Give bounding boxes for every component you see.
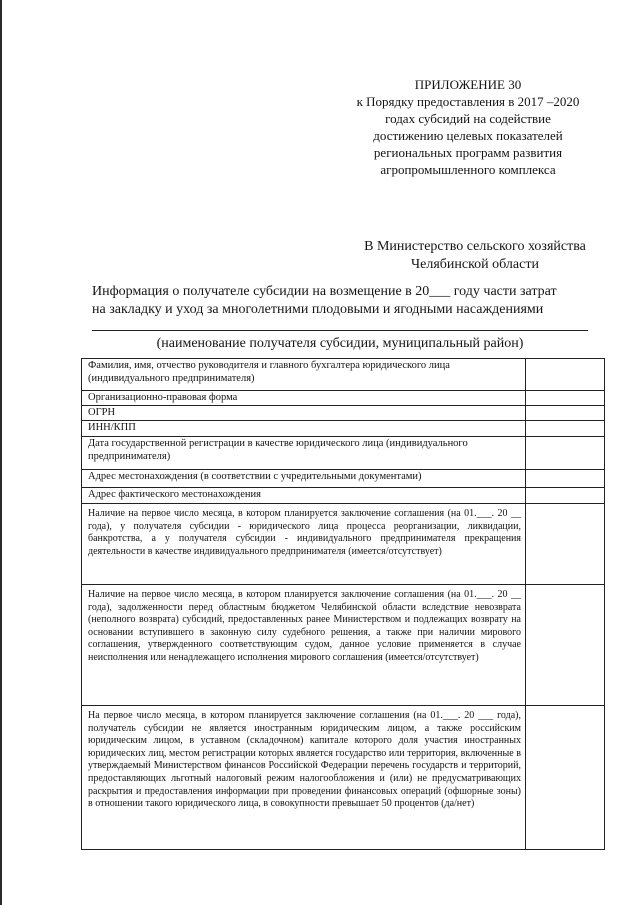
appendix-line: к Порядку предоставления в 2017 –2020 [356, 94, 580, 109]
row-label: Адрес местонахождения (в соответствии с учредительными документами) [82, 470, 526, 487]
appendix-block [318, 76, 618, 178]
row-label: На первое число месяца, в котором планируется заключение соглашения (на 01.___. 20 ___ года), получатель субсидии не является иностранным юридическим лицом, а также российским юридическим лицом, в уставном (складочном) капитале которого доля участия иностранных юридических лиц, местом регистрации которых является государство или территория, включенные в утверждаемый Министерством финансов Российской Федерации перечень государств и территорий, предоставляющих льготный налоговый режим налогообложения и (или) не предусматривающих раскрытия и предоставления информации при проведении финансовых операций (офшорные зоны) в отношении такого юридического лица, в совокупности превышает 50 процентов (да/нет) [82, 706, 526, 849]
table-row [82, 406, 604, 421]
addressee-line: В Министерство сельского хозяйства [364, 239, 586, 254]
heading-line: Информация о получателе субсидии на возмещение в 20___ году части затрат [92, 284, 557, 299]
row-label: Адрес фактического местонахождения [82, 488, 526, 503]
info-table [81, 358, 605, 850]
appendix-line: региональных программ развития [373, 145, 563, 160]
document-heading [92, 283, 604, 319]
table-row [82, 470, 604, 488]
row-value [526, 504, 604, 584]
appendix-line: достижению целевых показателей [373, 128, 563, 143]
table-row [82, 706, 604, 849]
row-label: Фамилия, имя, отчество руководителя и главного бухгалтера юридического лица (индивидуального предпринимателя) [82, 359, 526, 390]
heading-line: на закладку и уход за многолетними плодовыми и ягодными насаждениями [92, 302, 544, 317]
table-row [82, 585, 604, 706]
page-edge-line [0, 0, 2, 905]
row-value [526, 437, 604, 469]
table-row [82, 391, 604, 406]
table-row [82, 421, 604, 437]
row-value [526, 585, 604, 705]
row-label: Организационно-правовая форма [82, 391, 526, 405]
row-value [526, 706, 604, 849]
addressee-line: Челябинской области [411, 257, 539, 272]
appendix-line: агропромышленного комплекса [380, 162, 556, 177]
appendix-line: годах субсидий на содействие [385, 111, 551, 126]
row-value [526, 391, 604, 405]
recipient-caption: (наименование получателя субсидии, муниципальный район) [156, 336, 524, 351]
row-value [526, 359, 604, 390]
recipient-name-line [92, 330, 588, 331]
table-row [82, 504, 604, 585]
row-label: Наличие на первое число месяца, в котором планируется заключение соглашения (на 01.___. 20 __ года), у получателя субсидии - юридического лица процесса реорганизации, ликвидации, банкротства, а у получателя субсидии - индивидуального предпринимателя прекращения деятельности в качестве индивидуального предпринимателя (имеется/отсутствует) [82, 504, 526, 584]
addressee-block [330, 238, 620, 274]
row-value [526, 470, 604, 487]
table-row [82, 359, 604, 391]
row-label: ОГРН [82, 406, 526, 420]
row-value [526, 406, 604, 420]
table-row [82, 437, 604, 470]
row-value [526, 488, 604, 503]
table-row [82, 488, 604, 504]
row-label: ИНН/КПП [82, 421, 526, 436]
row-value [526, 421, 604, 436]
row-label: Наличие на первое число месяца, в котором планируется заключение соглашения (на 01.___. 20 __ года), задолженности перед областным бюджетом Челябинской области вследствие невозврата (неполного возврата) субсидий, предоставленных ранее Министерством и подлежащих возврату на основании вступившего в законную силу судебного решения, а также при наличии мирового соглашения, утвержденного соответствующим судом, данное условие применяется в случае неисполнения или ненадлежащего исполнения мирового соглашения (имеется/отсутствует) [82, 585, 526, 705]
appendix-title: ПРИЛОЖЕНИЕ 30 [414, 77, 522, 92]
row-label: Дата государственной регистрации в качестве юридического лица (индивидуального предпринимателя) [82, 437, 526, 469]
